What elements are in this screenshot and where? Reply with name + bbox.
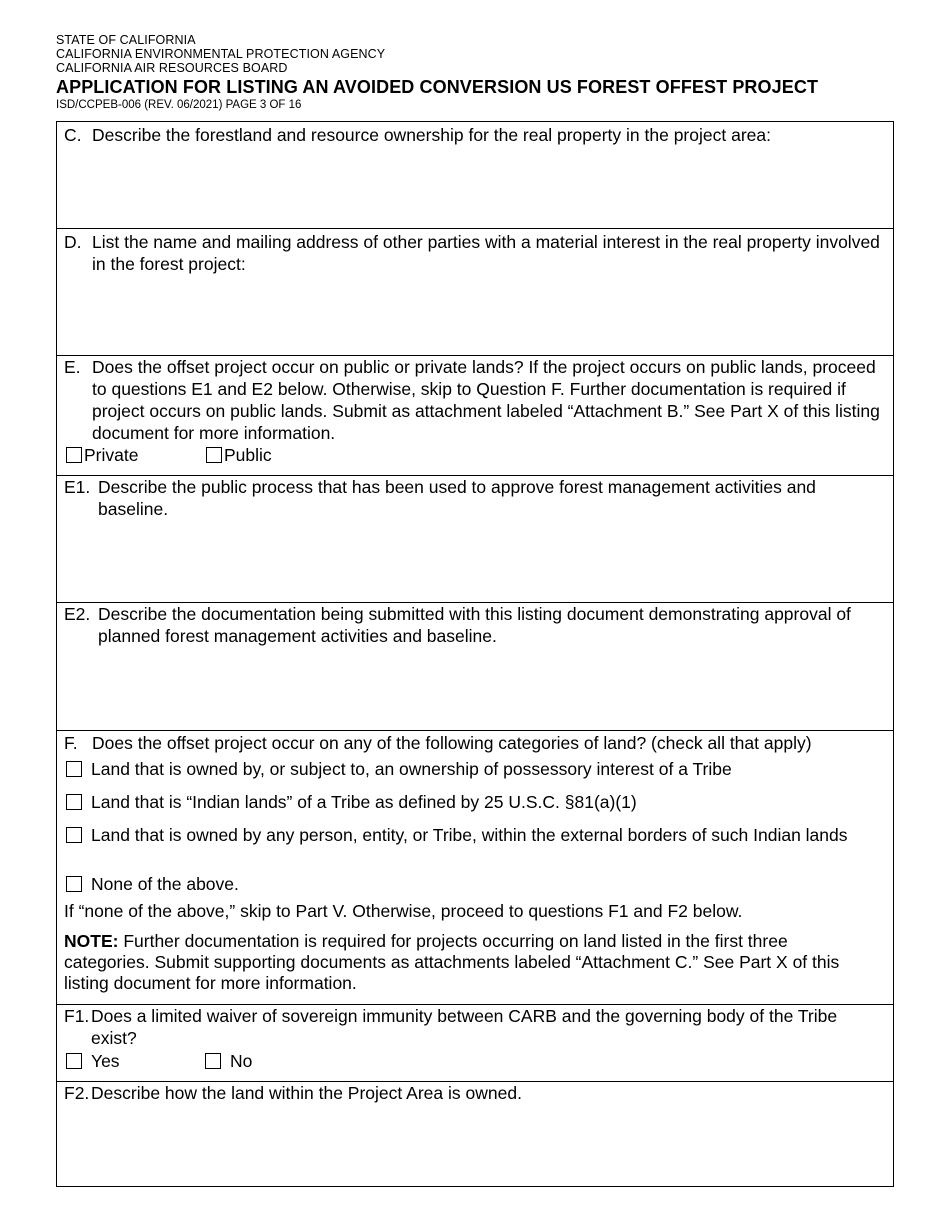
section-d[interactable] [57, 229, 893, 356]
private-label: Private [84, 445, 139, 465]
question-text: Does a limited waiver of sovereign immunity between CARB and the governing body of the Tribe exist? [91, 1006, 838, 1048]
option-label: Land that is owned by any person, entity, or Tribe, within the external borders of such Indian lands [91, 825, 848, 845]
yes-label: Yes [91, 1051, 120, 1071]
option-label: Land that is owned by, or subject to, an ownership of possessory interest of a Tribe [91, 759, 732, 779]
question-f1 [64, 1005, 887, 1049]
question-c [64, 124, 887, 146]
no-label: No [230, 1051, 253, 1071]
question-text: List the name and mailing address of other parties with a material interest in the real property involved in the forest project: [92, 232, 880, 274]
note-label: NOTE: [64, 931, 119, 951]
question-f2 [64, 1082, 887, 1104]
question-text: Does the offset project occur on public or private lands? If the project occurs on public lands, proceed to questions E1 and E2 below. Otherwise, skip to Question F. Further documentation is required if project occurs on public lands. Submit as attachment labeled “Attachment B.” See Part X of this listing document for more information. [92, 357, 880, 443]
option-label: Land that is “Indian lands” of a Tribe as defined by 25 U.S.C. §81(a)(1) [91, 792, 637, 812]
tribe-ownership-checkbox[interactable] [66, 761, 82, 777]
form-number: ISD/CCPEB-006 (REV. 06/2021) PAGE 3 OF 16 [56, 99, 302, 111]
within-borders-checkbox[interactable] [66, 827, 82, 843]
instruction-text: If “none of the above,” skip to Part V. Otherwise, proceed to questions F1 and F2 below. [64, 901, 743, 921]
option-label: None of the above. [91, 874, 239, 894]
section-f [57, 731, 893, 1005]
section-f1 [57, 1005, 893, 1082]
document-title: APPLICATION FOR LISTING AN AVOIDED CONVERSION US FOREST OFFEST PROJECT [56, 77, 819, 97]
note-text: Further documentation is required for projects occurring on land listed in the first three categories. Submit supporting documents as attachments labeled “Attachment C.” See Part X of this listing document for more information. [64, 931, 840, 993]
question-e2 [64, 603, 887, 647]
section-c[interactable] [57, 122, 893, 229]
header-state: STATE OF CALIFORNIA [56, 33, 196, 47]
note-paragraph [64, 931, 875, 994]
question-label: F2. [64, 1083, 90, 1103]
indian-lands-checkbox[interactable] [66, 794, 82, 810]
question-text: Does the offset project occur on any of the following categories of land? (check all that apply) [92, 733, 812, 753]
question-text: Describe the documentation being submitted with this listing document demonstrating approval of planned forest management activities and baseline. [98, 604, 851, 646]
none-checkbox[interactable] [66, 876, 82, 892]
public-checkbox[interactable] [206, 447, 222, 463]
question-label: E1. [64, 477, 91, 497]
question-label: E. [64, 357, 81, 377]
question-e [64, 356, 887, 444]
private-checkbox[interactable] [66, 447, 82, 463]
question-label: F1. [64, 1006, 90, 1026]
yes-checkbox[interactable] [66, 1053, 82, 1069]
section-e [57, 356, 893, 476]
question-label: F. [64, 733, 78, 753]
question-f [64, 732, 887, 754]
section-f2[interactable] [57, 1082, 893, 1186]
header-board: CALIFORNIA AIR RESOURCES BOARD [56, 61, 288, 75]
question-text: Describe the forestland and resource ownership for the real property in the project area: [92, 125, 771, 145]
section-e2[interactable] [57, 603, 893, 731]
question-label: C. [64, 125, 82, 145]
question-text: Describe how the land within the Project Area is owned. [91, 1083, 522, 1103]
no-checkbox[interactable] [205, 1053, 221, 1069]
question-d [64, 231, 887, 275]
section-e1[interactable] [57, 476, 893, 603]
question-label: D. [64, 232, 82, 252]
question-text: Describe the public process that has been used to approve forest management activities and baseline. [98, 477, 816, 519]
header-agency: CALIFORNIA ENVIRONMENTAL PROTECTION AGENCY [56, 47, 386, 61]
form-table [56, 121, 894, 1187]
question-e1 [64, 476, 887, 520]
question-label: E2. [64, 604, 91, 624]
public-label: Public [224, 445, 272, 465]
